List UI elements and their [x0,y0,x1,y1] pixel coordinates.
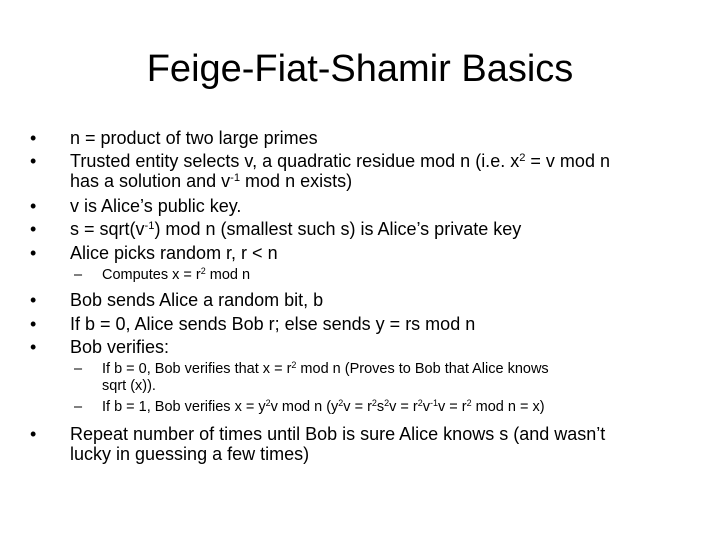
slide-title: Feige-Fiat-Shamir Basics [146,48,574,90]
dash-glyph: – [74,267,83,283]
bullet-text: Bob verifies: [70,337,170,357]
bullet-glyph: • [30,337,37,357]
bullet-text: Repeat number of times until Bob is sure Alice knows s (and wasn’t [70,424,606,444]
bullet-glyph: • [30,243,37,263]
bullet-glyph: • [30,151,37,171]
bullet-glyph: • [30,196,37,216]
bullet-glyph: • [30,424,37,444]
bullet-text: n = product of two large primes [70,128,318,148]
bullet-text: v is Alice’s public key. [70,196,242,216]
bullet-text: If b = 0, Alice sends Bob r; else sends y = rs mod n [70,314,476,334]
dash-glyph: – [74,399,83,415]
bullet-text: Bob sends Alice a random bit, b [70,290,324,310]
bullet-glyph: • [30,314,37,334]
sub-bullet-text: Computes $x = r^2$ mod n [102,266,251,283]
bullet-text: Trusted entity selects v, a quadratic residue mod n (i.e. $x^2 = v$ mod n [70,151,610,171]
dash-glyph: – [74,361,83,377]
bullet-text: $s = sqrt(v^{-1})$ mod n (smallest such s) is Alice’s private key [70,219,522,239]
bullet-text: has a solution and $v^{-1}$ mod n exists) [70,171,353,191]
sub-bullet-text: If b = 0, Bob verifies that $x = r^2$ mod n (Proves to Bob that Alice knows [102,360,549,377]
sub-bullet-text: If b = 1, Bob verifies $x = y^2v$ mod n ($y^2v = r^2s^2v = r^2v^{-1}v = r^2$ mod n = x) [102,398,545,415]
bullet-text: Alice picks random r, r < n [70,243,278,263]
bullet-text: lucky in guessing a few times) [70,444,310,464]
bullet-glyph: • [30,219,37,239]
sub-bullet-text: sqrt (x)). [102,378,156,394]
bullet-glyph: • [30,128,37,148]
bullet-glyph: • [30,290,37,310]
